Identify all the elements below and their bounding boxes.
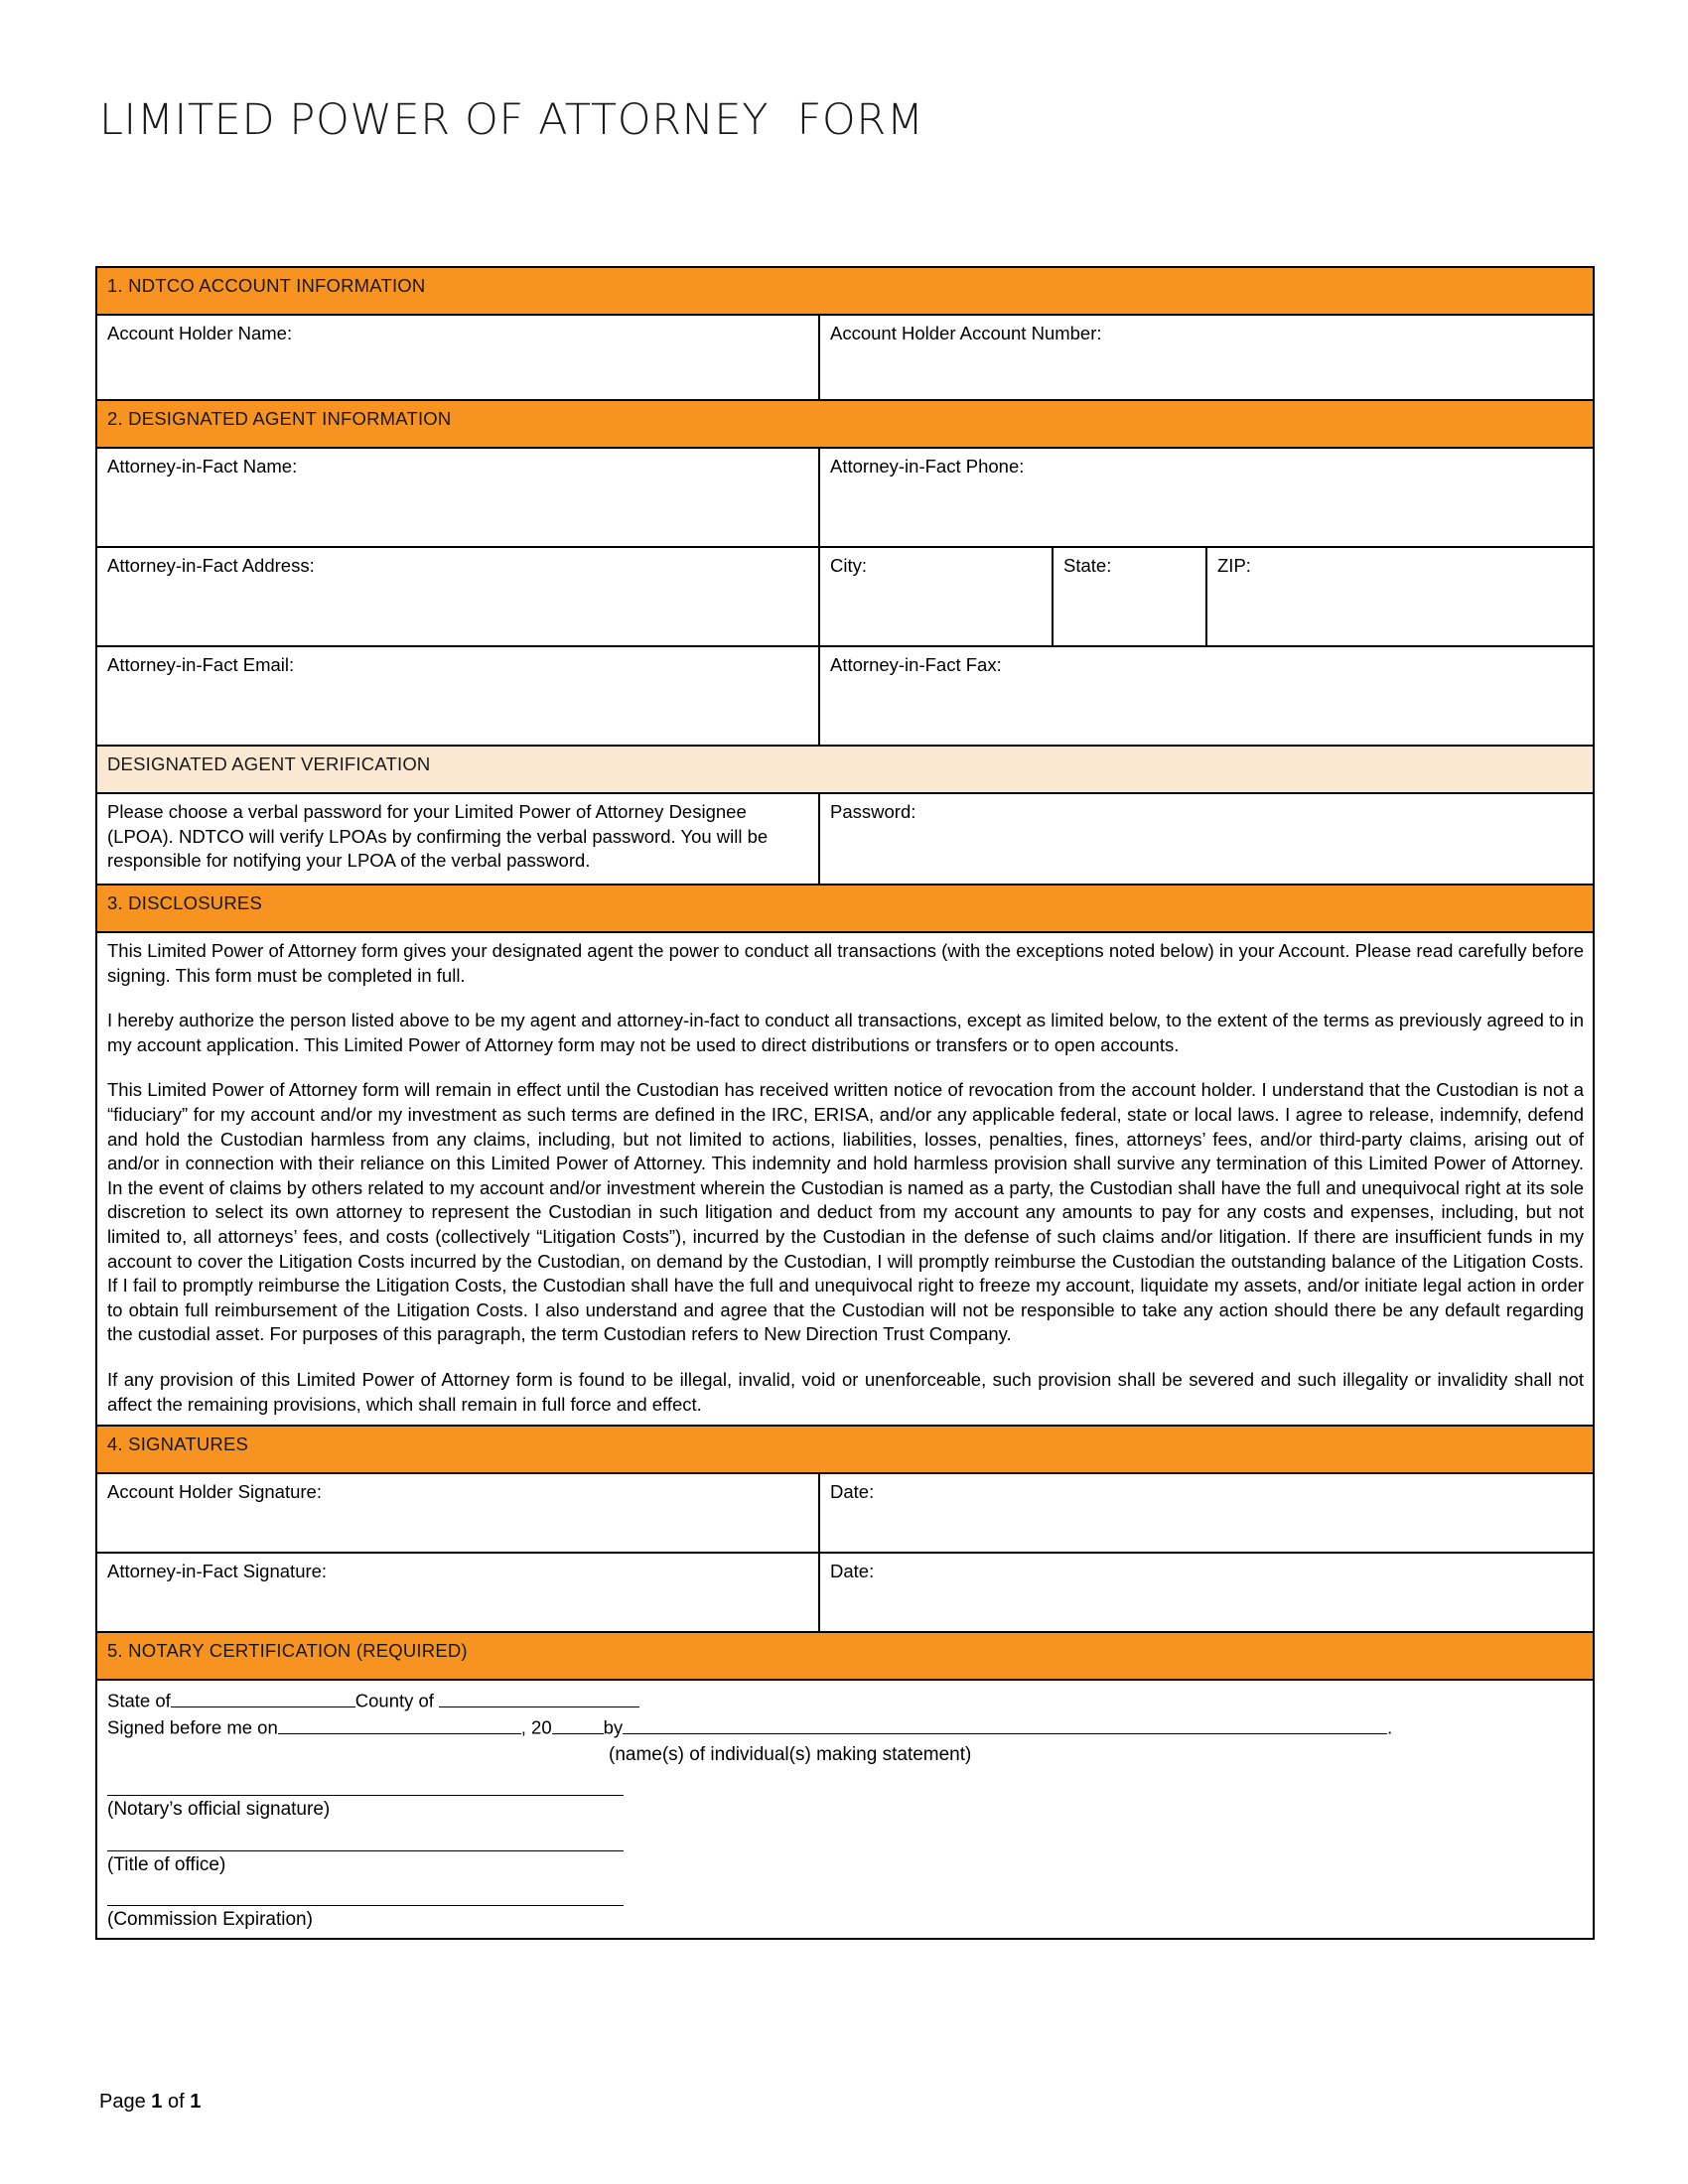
- agent-verification-header-row: [96, 746, 1594, 793]
- disclosures-row: [96, 932, 1594, 1426]
- notary-signature-rule[interactable]: [107, 1795, 624, 1796]
- page-title: LIMITED POWER OF ATTORNEY FORM: [99, 95, 924, 145]
- field-city[interactable]: City:: [819, 547, 1053, 646]
- section-header-designated-agent: 2. DESIGNATED AGENT INFORMATION: [96, 400, 1594, 448]
- notary-county-input[interactable]: [439, 1687, 639, 1706]
- form-container: [95, 266, 1593, 1940]
- notary-state-input[interactable]: [171, 1687, 355, 1706]
- field-attorney-in-fact-name[interactable]: Attorney-in-Fact Name:: [96, 448, 819, 547]
- field-account-holder-account-number[interactable]: Account Holder Account Number:: [819, 315, 1594, 400]
- field-zip[interactable]: ZIP:: [1206, 547, 1594, 646]
- field-attorney-in-fact-signature[interactable]: Attorney-in-Fact Signature:: [96, 1553, 819, 1632]
- notary-by-label: by: [603, 1716, 624, 1738]
- section-5-header-row: [96, 1632, 1594, 1680]
- account-holder-signature-row: [96, 1473, 1594, 1553]
- field-attorney-in-fact-phone[interactable]: Attorney-in-Fact Phone:: [819, 448, 1594, 547]
- section-3-header-row: [96, 885, 1594, 932]
- agent-name-phone-row: [96, 448, 1594, 547]
- field-account-holder-signature-date[interactable]: Date:: [819, 1473, 1594, 1553]
- agent-verification-row: [96, 793, 1594, 885]
- section-header-signatures: 4. SIGNATURES: [96, 1426, 1594, 1473]
- notary-date-input[interactable]: [278, 1713, 521, 1733]
- field-account-holder-signature[interactable]: Account Holder Signature:: [96, 1473, 819, 1553]
- section-header-account-information: 1. NDTCO ACCOUNT INFORMATION: [96, 267, 1594, 315]
- disclosure-paragraph-3: This Limited Power of Attorney form will remain in effect until the Custodian has received written notice of revocation from the account holder. I understand that the Custodian is not a “fiduciary” for my account and/or my investment as such terms are defined in the IRC, ERISA, and/or any applicable federal, state or local laws. I agree to release, indemnify, defend and hold the Custodian harmless from any claims, including, but not limited to actions, liabilities, losses, penalties, fines, attorneys’ fees, and/or third-party claims, arising out of and/or in connection with their reliance on this Limited Power of Attorney. This indemnity and hold harmless provision shall survive any termination of this Limited Power of Attorney. In the event of claims by others related to my account and/or investment wherein the Custodian is named as a party, the Custodian shall have the full and unequivocal right at its sole discretion to select its own attorney to represent the Custodian in such litigation and deduct from my account any amounts to pay for any costs and expenses, including, but not limited to, all attorneys’ fees, and costs (collectively “Litigation Costs”), incurred by the Custodian in the defense of such claims and/or litigation. If there are insufficient funds in my account to cover the Litigation Costs incurred by the Custodian, on demand by the Custodian, I will promptly reimburse the Custodian the outstanding balance of the Litigation Costs. If I fail to promptly reimburse the Litigation Costs, the Custodian shall have the full and unequivocal right to freeze my account, liquidate my assets, and/or initiate legal action in order to obtain full reimbursement of the Litigation Costs. I also understand and agree that the Custodian will not be responsible to take any action should there be any default regarding the custodial asset. For purposes of this paragraph, the term Custodian refers to New Direction Trust Company.: [107, 1079, 1585, 1345]
- footer-total-pages: 1: [190, 2091, 202, 2113]
- notary-name-caption: (name(s) of individual(s) making statement): [609, 1744, 972, 1766]
- disclosure-paragraph-1: This Limited Power of Attorney form gives your designated agent the power to conduct all transactions (with the exceptions noted below) in your Account. Please read carefully before signing. This form must be completed in full.: [107, 940, 1585, 986]
- field-verbal-password[interactable]: Password:: [819, 793, 1594, 885]
- account-info-row: [96, 315, 1594, 400]
- footer-prefix: Page: [99, 2091, 152, 2113]
- field-account-holder-name[interactable]: Account Holder Name:: [96, 315, 819, 400]
- section-2-header-row: [96, 400, 1594, 448]
- page-footer: [99, 2091, 201, 2114]
- agent-address-row: [96, 547, 1594, 646]
- footer-current-page: 1: [151, 2091, 163, 2113]
- notary-body: [96, 1680, 1594, 1939]
- subsection-header-agent-verification: DESIGNATED AGENT VERIFICATION: [96, 746, 1594, 793]
- notary-state-county-line: [107, 1687, 1584, 1713]
- field-attorney-in-fact-email[interactable]: Attorney-in-Fact Email:: [96, 646, 819, 746]
- disclosure-paragraph-4: If any provision of this Limited Power of Attorney form is found to be illegal, invalid, void or unenforceable, such provision shall be severed and such illegality or invalidity shall not affect the remaining provisions, which shall remain in full force and effect.: [107, 1368, 1585, 1415]
- notary-signature-label: (Notary’s official signature): [107, 1799, 331, 1821]
- notary-signed-before-label: Signed before me on: [107, 1716, 278, 1738]
- agent-email-fax-row: [96, 646, 1594, 746]
- field-attorney-in-fact-address[interactable]: Attorney-in-Fact Address:: [96, 547, 819, 646]
- disclosure-paragraph-2: I hereby authorize the person listed above to be my agent and attorney-in-fact to conduct all transactions, except as limited below, to the extent of the terms as previously agreed to in my account application. This Limited Power of Attorney form may not be used to direct distributions or transfers or to open accounts.: [107, 1010, 1585, 1055]
- field-attorney-in-fact-signature-date[interactable]: Date:: [819, 1553, 1594, 1632]
- notary-county-of-label: County of: [354, 1690, 434, 1711]
- notary-state-of-label: State of: [107, 1690, 171, 1711]
- notary-year-prefix: , 20: [520, 1716, 552, 1738]
- section-header-notary: 5. NOTARY CERTIFICATION (REQUIRED): [96, 1632, 1594, 1680]
- notary-title-label: (Title of office): [107, 1853, 226, 1875]
- notary-individual-name-input[interactable]: [623, 1713, 1387, 1733]
- lpoa-form-table: [95, 266, 1595, 1940]
- disclosures-body: [96, 932, 1594, 1426]
- section-1-header-row: [96, 267, 1594, 315]
- footer-separator: of: [162, 2091, 191, 2113]
- notary-title-rule[interactable]: [107, 1850, 624, 1851]
- notary-body-row: [96, 1680, 1594, 1939]
- notary-period: .: [1387, 1716, 1393, 1738]
- attorney-signature-row: [96, 1553, 1594, 1632]
- field-attorney-in-fact-fax[interactable]: Attorney-in-Fact Fax:: [819, 646, 1594, 746]
- notary-commission-label: (Commission Expiration): [107, 1908, 313, 1930]
- field-state[interactable]: State:: [1053, 547, 1206, 646]
- section-4-header-row: [96, 1426, 1594, 1473]
- notary-year-input[interactable]: [552, 1713, 604, 1733]
- verification-instruction-text: Please choose a verbal password for your Limited Power of Attorney Designee (LPOA). NDTCO will verify LPOAs by confirming the verbal password. You will be responsible for notifying your LPOA of the verbal password.: [96, 793, 819, 885]
- notary-signed-before-line: [107, 1713, 1584, 1740]
- section-header-disclosures: 3. DISCLOSURES: [96, 885, 1594, 932]
- notary-commission-rule[interactable]: [107, 1905, 624, 1906]
